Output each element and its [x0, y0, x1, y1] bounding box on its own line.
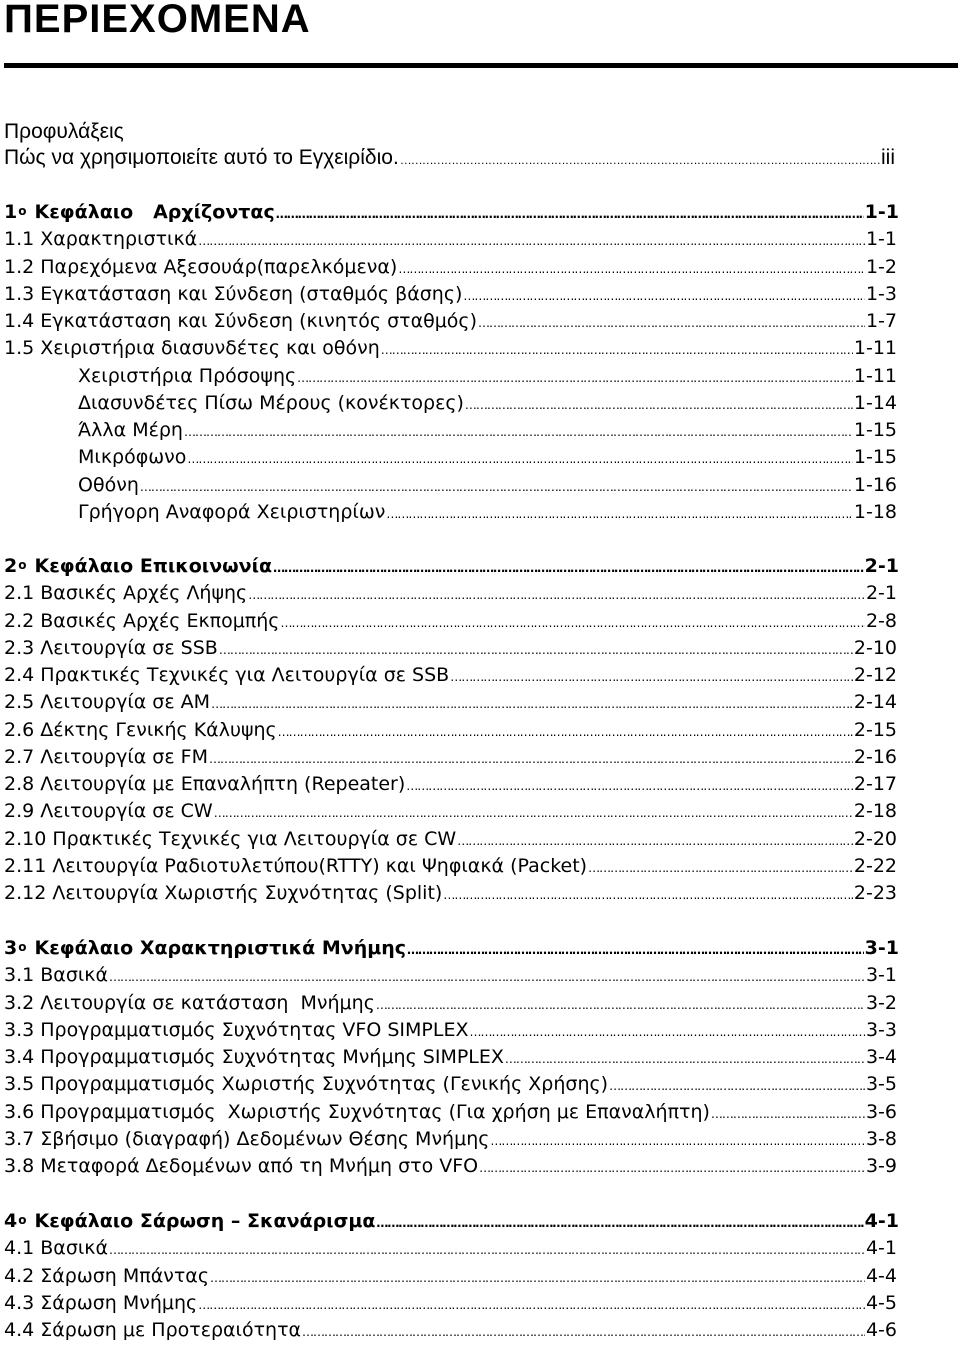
toc-entry — [4, 744, 897, 772]
toc-label: 1.3 Εγκατάσταση και Σύνδεση (σταθμός βάσης) — [4, 282, 463, 305]
toc-label: 2.9 Λειτουργία σε CW — [4, 800, 213, 823]
chapter-number: 1 — [4, 201, 18, 223]
toc-page-number: 2-18 — [853, 800, 897, 823]
dot-leader — [184, 417, 853, 445]
dot-leader — [198, 1290, 865, 1318]
toc-entry — [4, 689, 897, 717]
dot-leader — [276, 199, 864, 227]
toc-entry — [4, 308, 897, 336]
toc-subentry — [78, 472, 897, 500]
toc-subentry — [78, 499, 897, 527]
dot-leader — [490, 1126, 865, 1154]
toc-page-number: 3-1 — [864, 937, 899, 959]
dot-leader — [297, 363, 853, 391]
chapter-heading-2 — [4, 553, 899, 581]
dot-leader — [505, 1044, 865, 1072]
toc-label: 2.11 Λειτουργία Ραδιοτυλετύπου(RTTY) και Ψηφιακά (Packet) — [4, 854, 588, 877]
toc-page-number: 2-10 — [853, 636, 897, 659]
chapter-ordinal-suffix: ο — [18, 204, 27, 218]
toc-page-number: 3-9 — [865, 1155, 897, 1177]
toc-label: 3.2 Λειτουργία σε κατάσταση Μνήμης — [4, 991, 375, 1014]
toc-page-number: 3-1 — [865, 964, 897, 987]
toc-label: 4.2 Σάρωση Μπάντας — [4, 1264, 209, 1287]
toc-label: 3.6 Προγραμματισμός Χωριστής Συχνότητας (Για χρήση με Επαναλήπτη) — [4, 1100, 710, 1123]
toc-page-number: 1-14 — [853, 391, 897, 414]
dot-leader — [443, 880, 853, 908]
chapter-number: 2 — [4, 555, 18, 577]
dot-leader — [273, 553, 864, 581]
dot-leader — [463, 281, 865, 309]
toc-entry — [4, 1099, 897, 1127]
dot-leader — [209, 744, 853, 772]
toc-page-number: 2-14 — [853, 691, 897, 714]
toc-entry — [4, 335, 897, 363]
toc-entry — [4, 771, 897, 799]
page-title: ΠΕΡΙΕΧΟΜΕΝΑ — [4, 0, 311, 41]
dot-leader — [187, 444, 852, 472]
toc-entry — [4, 580, 897, 608]
toc-page-number: 2-8 — [865, 609, 897, 632]
intro-line-precautions: Προφυλάξεις — [4, 120, 124, 143]
toc-page-number: 4-5 — [865, 1291, 897, 1314]
chapter-title-text: Κεφάλαιο Χαρακτηριστικά Μνήμης — [34, 937, 406, 959]
toc-page-number: 1-7 — [865, 310, 897, 332]
toc-entry — [4, 1044, 897, 1072]
dot-leader — [450, 662, 853, 690]
toc-entry — [4, 853, 897, 881]
dot-leader — [219, 635, 853, 663]
toc-entry — [4, 990, 897, 1018]
toc-label: Διασυνδέτες Πίσω Μέρους (κονέκτορες) — [78, 391, 464, 414]
toc-page-number: 3-6 — [865, 1100, 897, 1123]
toc-label: 2.12 Λειτουργία Χωριστής Συχνότητας (Split) — [4, 882, 443, 904]
dot-leader — [407, 935, 864, 963]
dot-leader — [109, 1235, 865, 1263]
toc-label: 3.7 Σβήσιμο (διαγραφή) Δεδομένων Θέσης Μνήμης — [4, 1127, 490, 1150]
toc-label: 2.3 Λειτουργία σε SSB — [4, 636, 218, 659]
toc-label: 4.4 Σάρωση με Προτεραιότητα — [4, 1319, 302, 1341]
dot-leader — [386, 499, 853, 527]
toc-entry — [4, 1071, 897, 1099]
toc-page-number: 1-16 — [853, 473, 897, 496]
toc-entry — [4, 226, 897, 254]
dot-leader — [214, 798, 853, 826]
chapter-heading-1 — [4, 199, 899, 227]
toc-label: 4.1 Βασικά — [4, 1237, 109, 1260]
dot-leader — [109, 962, 865, 990]
chapter-title-text: Κεφάλαιο Επικοινωνία — [34, 555, 273, 577]
dot-leader — [198, 226, 865, 254]
toc-page-number: 4-6 — [865, 1319, 897, 1341]
toc-subentry — [78, 417, 897, 445]
toc-page-number: 2-17 — [853, 773, 897, 795]
toc-label: 2.4 Πρακτικές Τεχνικές για Λειτουργία σε SSB — [4, 664, 450, 686]
toc-page-number: 2-22 — [853, 854, 897, 877]
toc-page-number: 3-3 — [865, 1018, 897, 1041]
toc-entry — [4, 608, 897, 636]
toc-page-number: 1-11 — [853, 364, 897, 387]
toc-page-number: 3-4 — [865, 1046, 897, 1068]
toc-page-number: 2-1 — [864, 555, 899, 577]
dot-leader — [280, 608, 865, 636]
dot-leader — [609, 1071, 865, 1099]
dot-leader — [457, 826, 853, 854]
toc-page-number: 2-12 — [853, 664, 897, 686]
dot-leader — [211, 689, 853, 717]
dot-leader — [140, 472, 853, 500]
toc-label: 3.5 Προγραμματισμός Χωριστής Συχνότητας (Γενικής Χρήσης) — [4, 1073, 609, 1096]
dot-leader — [469, 1017, 864, 1045]
dot-leader — [381, 335, 853, 363]
dot-leader — [400, 145, 880, 173]
toc-label: 1.1 Χαρακτηριστικά — [4, 228, 198, 251]
toc-label: 2.7 Λειτουργία σε FM — [4, 745, 208, 768]
toc-page-number: 1-1 — [865, 228, 897, 251]
toc-entry — [4, 826, 897, 854]
toc-entry — [4, 281, 897, 309]
dot-leader — [398, 254, 865, 282]
toc-label: 1.4 Εγκατάσταση και Σύνδεση (κινητός σταθμός) — [4, 310, 477, 332]
toc-label: 3.8 Μεταφορά Δεδομένων από τη Μνήμη στο VFO — [4, 1155, 479, 1177]
toc-label: Οθόνη — [78, 473, 139, 496]
toc-label: 2.6 Δέκτης Γενικής Κάλυψης — [4, 718, 277, 741]
dot-leader — [465, 390, 853, 418]
toc-label: Άλλα Μέρη — [78, 419, 183, 441]
toc-page-number: iii — [881, 146, 895, 169]
toc-entry — [4, 1235, 897, 1263]
toc-label: 1.5 Χειριστήρια διασυνδέτες και οθόνη — [4, 337, 380, 360]
toc-label: 4.3 Σάρωση Μνήμης — [4, 1291, 198, 1314]
toc-page-number: 3-8 — [865, 1127, 897, 1150]
toc-subentry — [78, 390, 897, 418]
dot-leader — [376, 1208, 863, 1236]
toc-page-number: 3-5 — [865, 1073, 897, 1096]
toc-label: 3.3 Προγραμματισμός Συχνότητας VFO SIMPLEX — [4, 1018, 469, 1041]
toc-entry — [4, 1263, 897, 1291]
dot-leader — [302, 1317, 865, 1345]
toc-entry — [4, 662, 897, 690]
chapter-ordinal-suffix: ο — [18, 1213, 27, 1227]
chapter-ordinal-suffix: ο — [18, 558, 27, 572]
dot-leader — [479, 1153, 865, 1181]
chapter-number: 3 — [4, 937, 18, 959]
chapter-title — [4, 199, 275, 227]
toc-label: 2.10 Πρακτικές Τεχνικές για Λειτουργία σε CW — [4, 827, 457, 850]
toc-entry — [4, 798, 897, 826]
toc-page-number: 1-18 — [853, 500, 897, 523]
chapter-number: 4 — [4, 1210, 18, 1232]
toc-entry — [4, 880, 897, 908]
toc-label: 3.4 Προγραμματισμός Συχνότητας Μνήμης SIMPLEX — [4, 1046, 504, 1068]
chapter-title — [4, 1208, 375, 1236]
toc-page-number: 4-1 — [864, 1210, 899, 1232]
toc-entry — [4, 1126, 897, 1154]
intro-line-manual — [4, 145, 895, 173]
toc-entry — [4, 1017, 897, 1045]
toc-entry — [4, 962, 897, 990]
toc-entry — [4, 254, 897, 282]
toc-subentry — [78, 444, 897, 472]
toc-entry — [4, 1153, 897, 1181]
toc-page-number: 3-2 — [865, 991, 897, 1014]
toc-label: Πώς να χρησιμοποιείτε αυτό το Εγχειρίδιο. — [4, 146, 399, 169]
chapter-title — [4, 935, 406, 963]
dot-leader — [248, 580, 865, 608]
toc-label: Μικρόφωνο — [78, 446, 187, 469]
toc-page-number: 1-15 — [853, 419, 897, 441]
dot-leader — [278, 717, 853, 745]
toc-page-number: 4-4 — [865, 1264, 897, 1287]
toc-page-number: 2-16 — [853, 745, 897, 768]
toc-label: 2.8 Λειτουργία με Επαναλήπτη (Repeater) — [4, 773, 406, 795]
toc-label: 2.5 Λειτουργία σε AM — [4, 691, 211, 714]
toc-page-number: 1-11 — [853, 337, 897, 360]
toc-label: 2.1 Βασικές Αρχές Λήψης — [4, 582, 248, 605]
toc-label: Γρήγορη Αναφορά Χειριστηρίων — [78, 500, 386, 523]
toc-subentry — [78, 363, 897, 391]
toc-page-number: 1-3 — [865, 282, 897, 305]
chapter-title — [4, 553, 272, 581]
toc-label: Χειριστήρια Πρόσοψης — [78, 364, 297, 387]
toc-page-number: 4-1 — [865, 1237, 897, 1260]
toc-page-number: 2-15 — [853, 718, 897, 741]
dot-leader — [588, 853, 853, 881]
dot-leader — [376, 990, 865, 1018]
toc-entry — [4, 717, 897, 745]
toc-page-number: 2-1 — [865, 582, 897, 605]
chapter-title-text: Κεφάλαιο Σάρωση – Σκανάρισμα — [34, 1210, 376, 1232]
toc-page-number: 1-2 — [865, 255, 897, 278]
toc-label: 1.2 Παρεχόμενα Αξεσουάρ(παρελκόμενα) — [4, 255, 398, 278]
toc-page-number: 1-15 — [853, 446, 897, 469]
toc-entry — [4, 1290, 897, 1318]
chapter-title-text: Κεφάλαιο Αρχίζοντας — [34, 201, 275, 223]
chapter-ordinal-suffix: ο — [18, 940, 27, 954]
toc-entry — [4, 1317, 897, 1345]
chapter-heading-4 — [4, 1208, 899, 1236]
toc-label: 3.1 Βασικά — [4, 964, 109, 987]
dot-leader — [406, 771, 853, 799]
dot-leader — [711, 1099, 865, 1127]
toc-entry — [4, 635, 897, 663]
toc-page-number: 2-20 — [853, 827, 897, 850]
toc-label: 2.2 Βασικές Αρχές Εκπομπής — [4, 609, 280, 632]
dot-leader — [478, 308, 865, 336]
toc-page-number: 1-1 — [864, 201, 899, 223]
toc-page-number: 2-23 — [853, 882, 897, 904]
dot-leader — [210, 1263, 865, 1291]
chapter-heading-3 — [4, 935, 899, 963]
